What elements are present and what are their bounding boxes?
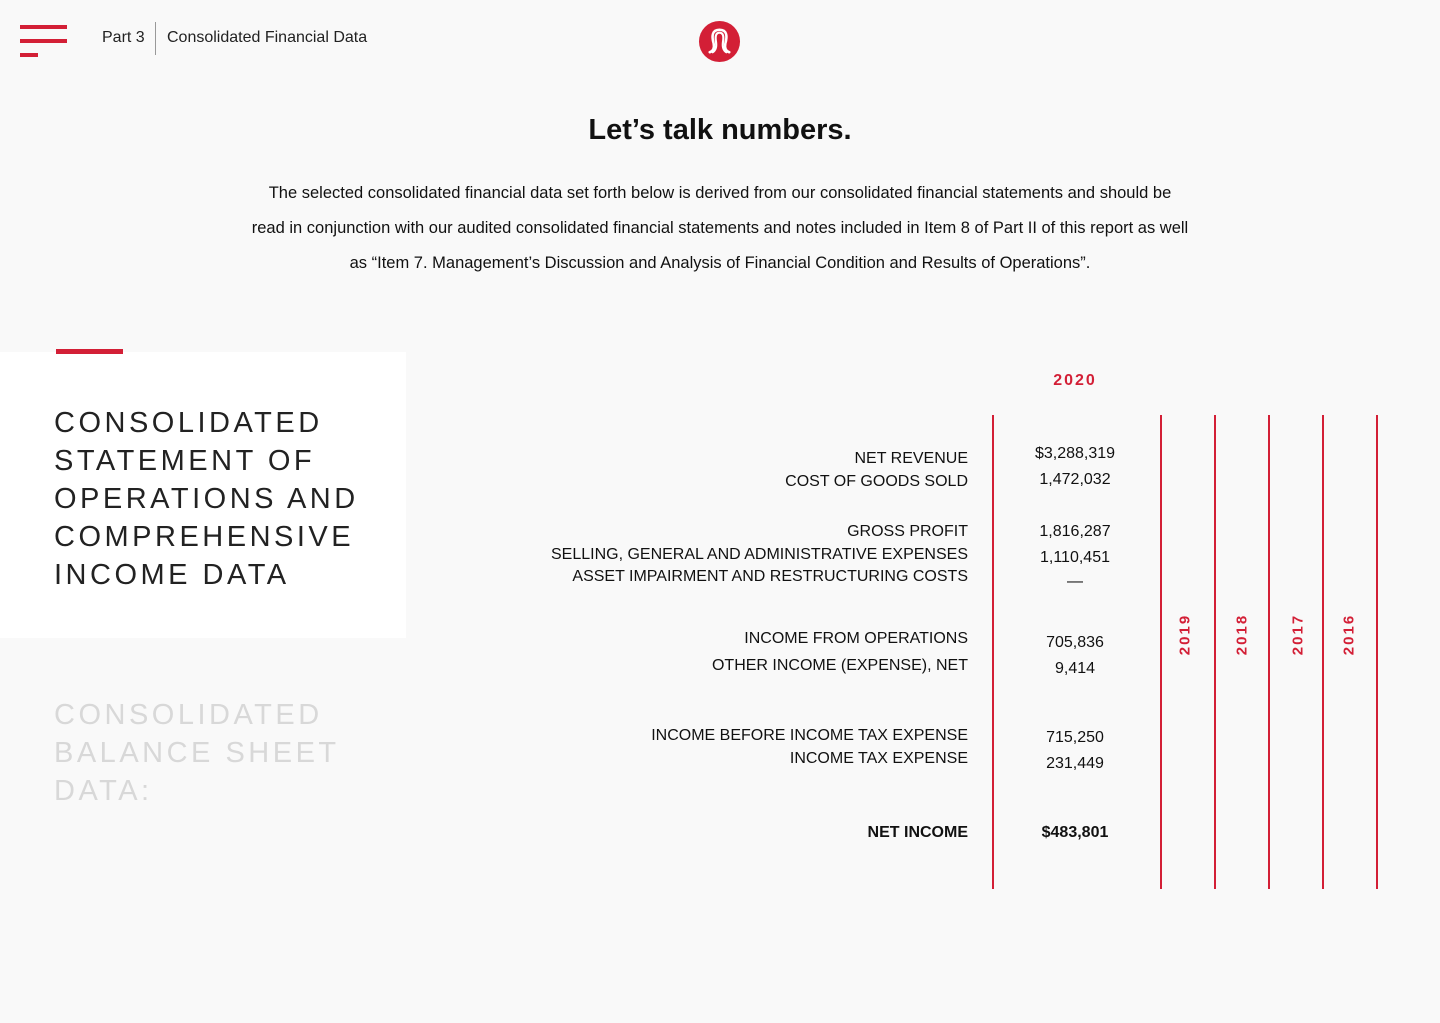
active-section-accent — [56, 349, 123, 354]
row-value-income-operations: 705,836 — [1046, 634, 1104, 651]
row-value-net-revenue: $3,288,319 — [1034, 445, 1116, 462]
row-label-gross-profit: GROSS PROFIT — [847, 523, 968, 540]
breadcrumb-part[interactable]: Part 3 — [102, 29, 145, 46]
row-value-net-income: $483,801 — [1041, 824, 1109, 841]
row-label-income-before-tax: INCOME BEFORE INCOME TAX EXPENSE — [651, 727, 968, 744]
menu-icon[interactable] — [20, 25, 68, 59]
row-value-other-income: 9,414 — [1054, 660, 1096, 677]
column-divider — [1160, 415, 1162, 889]
year-header-2020[interactable]: 2020 — [1053, 372, 1097, 389]
row-value-gross-profit: 1,816,287 — [1039, 523, 1111, 540]
row-label-cogs: COST OF GOODS SOLD — [785, 473, 968, 490]
column-divider — [1214, 415, 1216, 889]
menu-bar — [20, 39, 67, 43]
intro-paragraph: The selected consolidated financial data set forth below is derived from our consolidated financial statements and should be read in conjunction with our audited consolidated financial statements and notes included in Item 8 of Part II of this report as well as “Item 7. Management’s Discussion and Analysis of Financial Condition and Results of Operations”. — [251, 184, 1189, 272]
breadcrumb-divider — [155, 22, 156, 55]
menu-bar — [20, 53, 38, 57]
column-divider — [1376, 415, 1378, 889]
row-label-income-operations: INCOME FROM OPERATIONS — [744, 630, 968, 647]
column-divider — [1322, 415, 1324, 889]
section-title-balance-sheet[interactable]: CONSOLIDATED BALANCE SHEET DATA: — [54, 699, 340, 807]
row-label-sga: SELLING, GENERAL AND ADMINISTRATIVE EXPENSES — [550, 546, 968, 563]
year-tab-2016[interactable]: 2016 — [1340, 613, 1358, 656]
row-label-income-tax: INCOME TAX EXPENSE — [789, 750, 968, 767]
row-value-cogs: 1,472,032 — [1039, 471, 1111, 488]
column-divider — [1268, 415, 1270, 889]
year-tab-2018[interactable]: 2018 — [1233, 613, 1251, 656]
breadcrumb-section: Consolidated Financial Data — [167, 29, 368, 46]
row-label-other-income: OTHER INCOME (EXPENSE), NET — [711, 657, 968, 674]
section-title-operations[interactable]: CONSOLIDATED STATEMENT OF OPERATIONS AND COMPREHENSIVE INCOME DATA — [54, 407, 359, 591]
lululemon-logo[interactable] — [698, 20, 741, 63]
row-value-income-before-tax: 715,250 — [1046, 729, 1104, 746]
year-tab-2017[interactable]: 2017 — [1289, 613, 1307, 656]
row-label-net-revenue: NET REVENUE — [854, 450, 968, 467]
year-tab-2019[interactable]: 2019 — [1176, 613, 1194, 656]
row-label-asset-impairment: ASSET IMPAIRMENT AND RESTRUCTURING COSTS — [572, 568, 968, 585]
menu-bar — [20, 25, 67, 29]
page-heading: Let’s talk numbers. — [588, 114, 852, 146]
row-value-asset-impairment: — — [1067, 573, 1083, 590]
row-label-net-income: NET INCOME — [867, 824, 968, 841]
row-value-income-tax: 231,449 — [1046, 755, 1104, 772]
row-value-sga: 1,110,451 — [1040, 549, 1110, 566]
column-divider — [992, 415, 994, 889]
